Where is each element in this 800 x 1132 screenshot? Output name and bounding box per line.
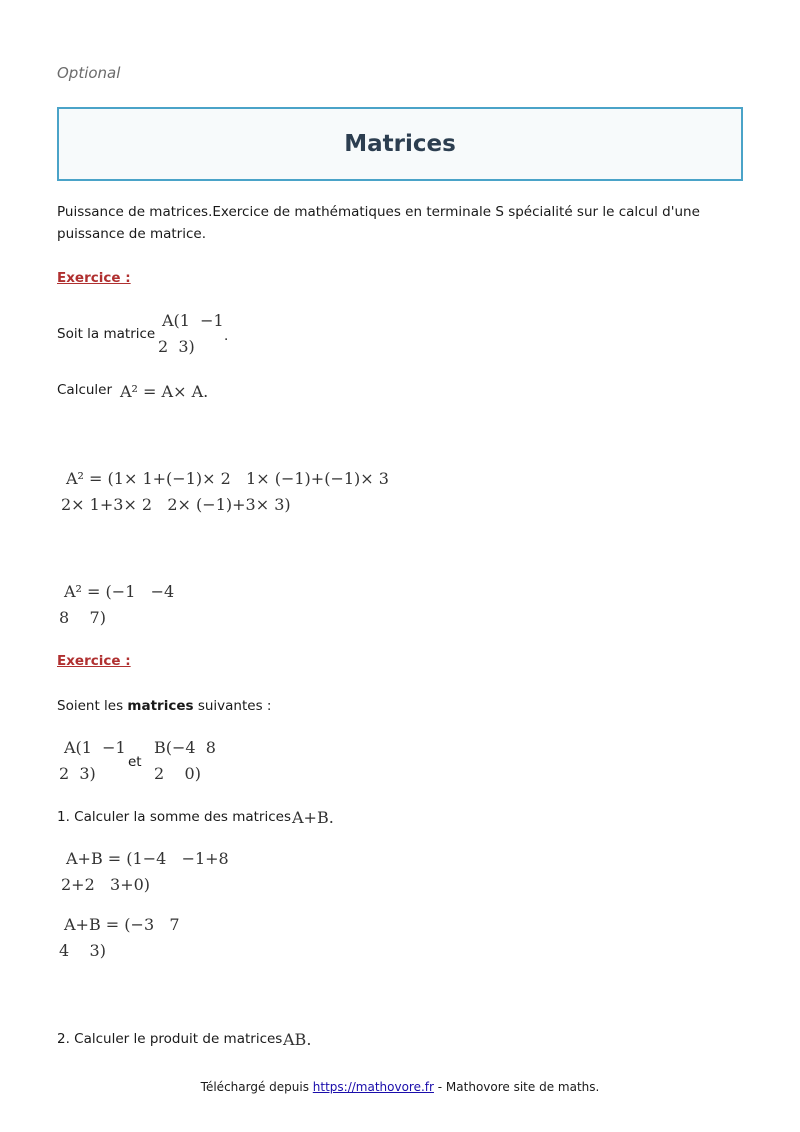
exercise1-calculer-label: Calculer	[57, 382, 113, 398]
exercise2-intro-bold: matrices	[127, 698, 194, 714]
exercise2-sum-result-line2: 4 3)	[59, 941, 106, 960]
page-title: Matrices	[344, 131, 456, 157]
exercise1-calculer-expr: A² = A× A.	[120, 382, 209, 401]
exercise2-intro	[57, 698, 271, 714]
exercise1-soit-label: Soit la matrice	[57, 326, 156, 342]
exercise2-matrix-a-line1: A(1 −1	[64, 738, 126, 757]
exercise2-sum-result-line1: A+B = (−3 7	[64, 915, 180, 934]
exercise1-result-line1: A² = (−1 −4	[64, 582, 175, 601]
footer	[0, 1080, 800, 1094]
exercise1-step1-line2: 2× 1+3× 2 2× (−1)+3× 3)	[61, 495, 291, 514]
exercise1-matrix-a-line1: A(1 −1	[162, 311, 224, 330]
footer-link[interactable]: https://mathovore.fr	[312, 1080, 434, 1094]
intro-paragraph: Puissance de matrices.Exercice de mathématiques en terminale S spécialité sur le calcul d'une puissance de matrice.	[57, 204, 700, 242]
title-box	[57, 107, 743, 181]
exercise1-result-line2: 8 7)	[59, 608, 106, 627]
exercise1-step1-line1: A² = (1× 1+(−1)× 2 1× (−1)+(−1)× 3	[66, 469, 389, 488]
exercise2-intro-suffix: suivantes :	[193, 698, 272, 714]
exercise2-q2-text: 2. Calculer le produit de matrices	[57, 1031, 283, 1047]
exercise2-q1-text: 1. Calculer la somme des matrices	[57, 809, 291, 825]
exercise2-q2-expr: AB.	[283, 1030, 312, 1049]
footer-prefix: Téléchargé depuis	[200, 1080, 313, 1094]
optional-label: Optional	[57, 64, 121, 82]
exercise2-et-label: et	[128, 754, 142, 770]
exercise1-heading: Exercice :	[57, 270, 131, 286]
footer-suffix: - Mathovore site de maths.	[433, 1080, 600, 1094]
exercise2-q1-expr: A+B.	[292, 808, 334, 827]
exercise1-trailing-dot: .	[224, 328, 229, 344]
exercise2-matrix-a-line2: 2 3)	[59, 764, 96, 783]
exercise2-matrix-b-line1: B(−4 8	[154, 738, 216, 757]
exercise2-matrix-b-line2: 2 0)	[154, 764, 201, 783]
exercise1-matrix-a-line2: 2 3)	[158, 337, 195, 356]
exercise2-sum-line1: A+B = (1−4 −1+8	[66, 849, 229, 868]
exercise2-intro-prefix: Soient les	[57, 698, 128, 714]
exercise2-heading: Exercice :	[57, 653, 131, 669]
exercise2-sum-line2: 2+2 3+0)	[61, 875, 151, 894]
